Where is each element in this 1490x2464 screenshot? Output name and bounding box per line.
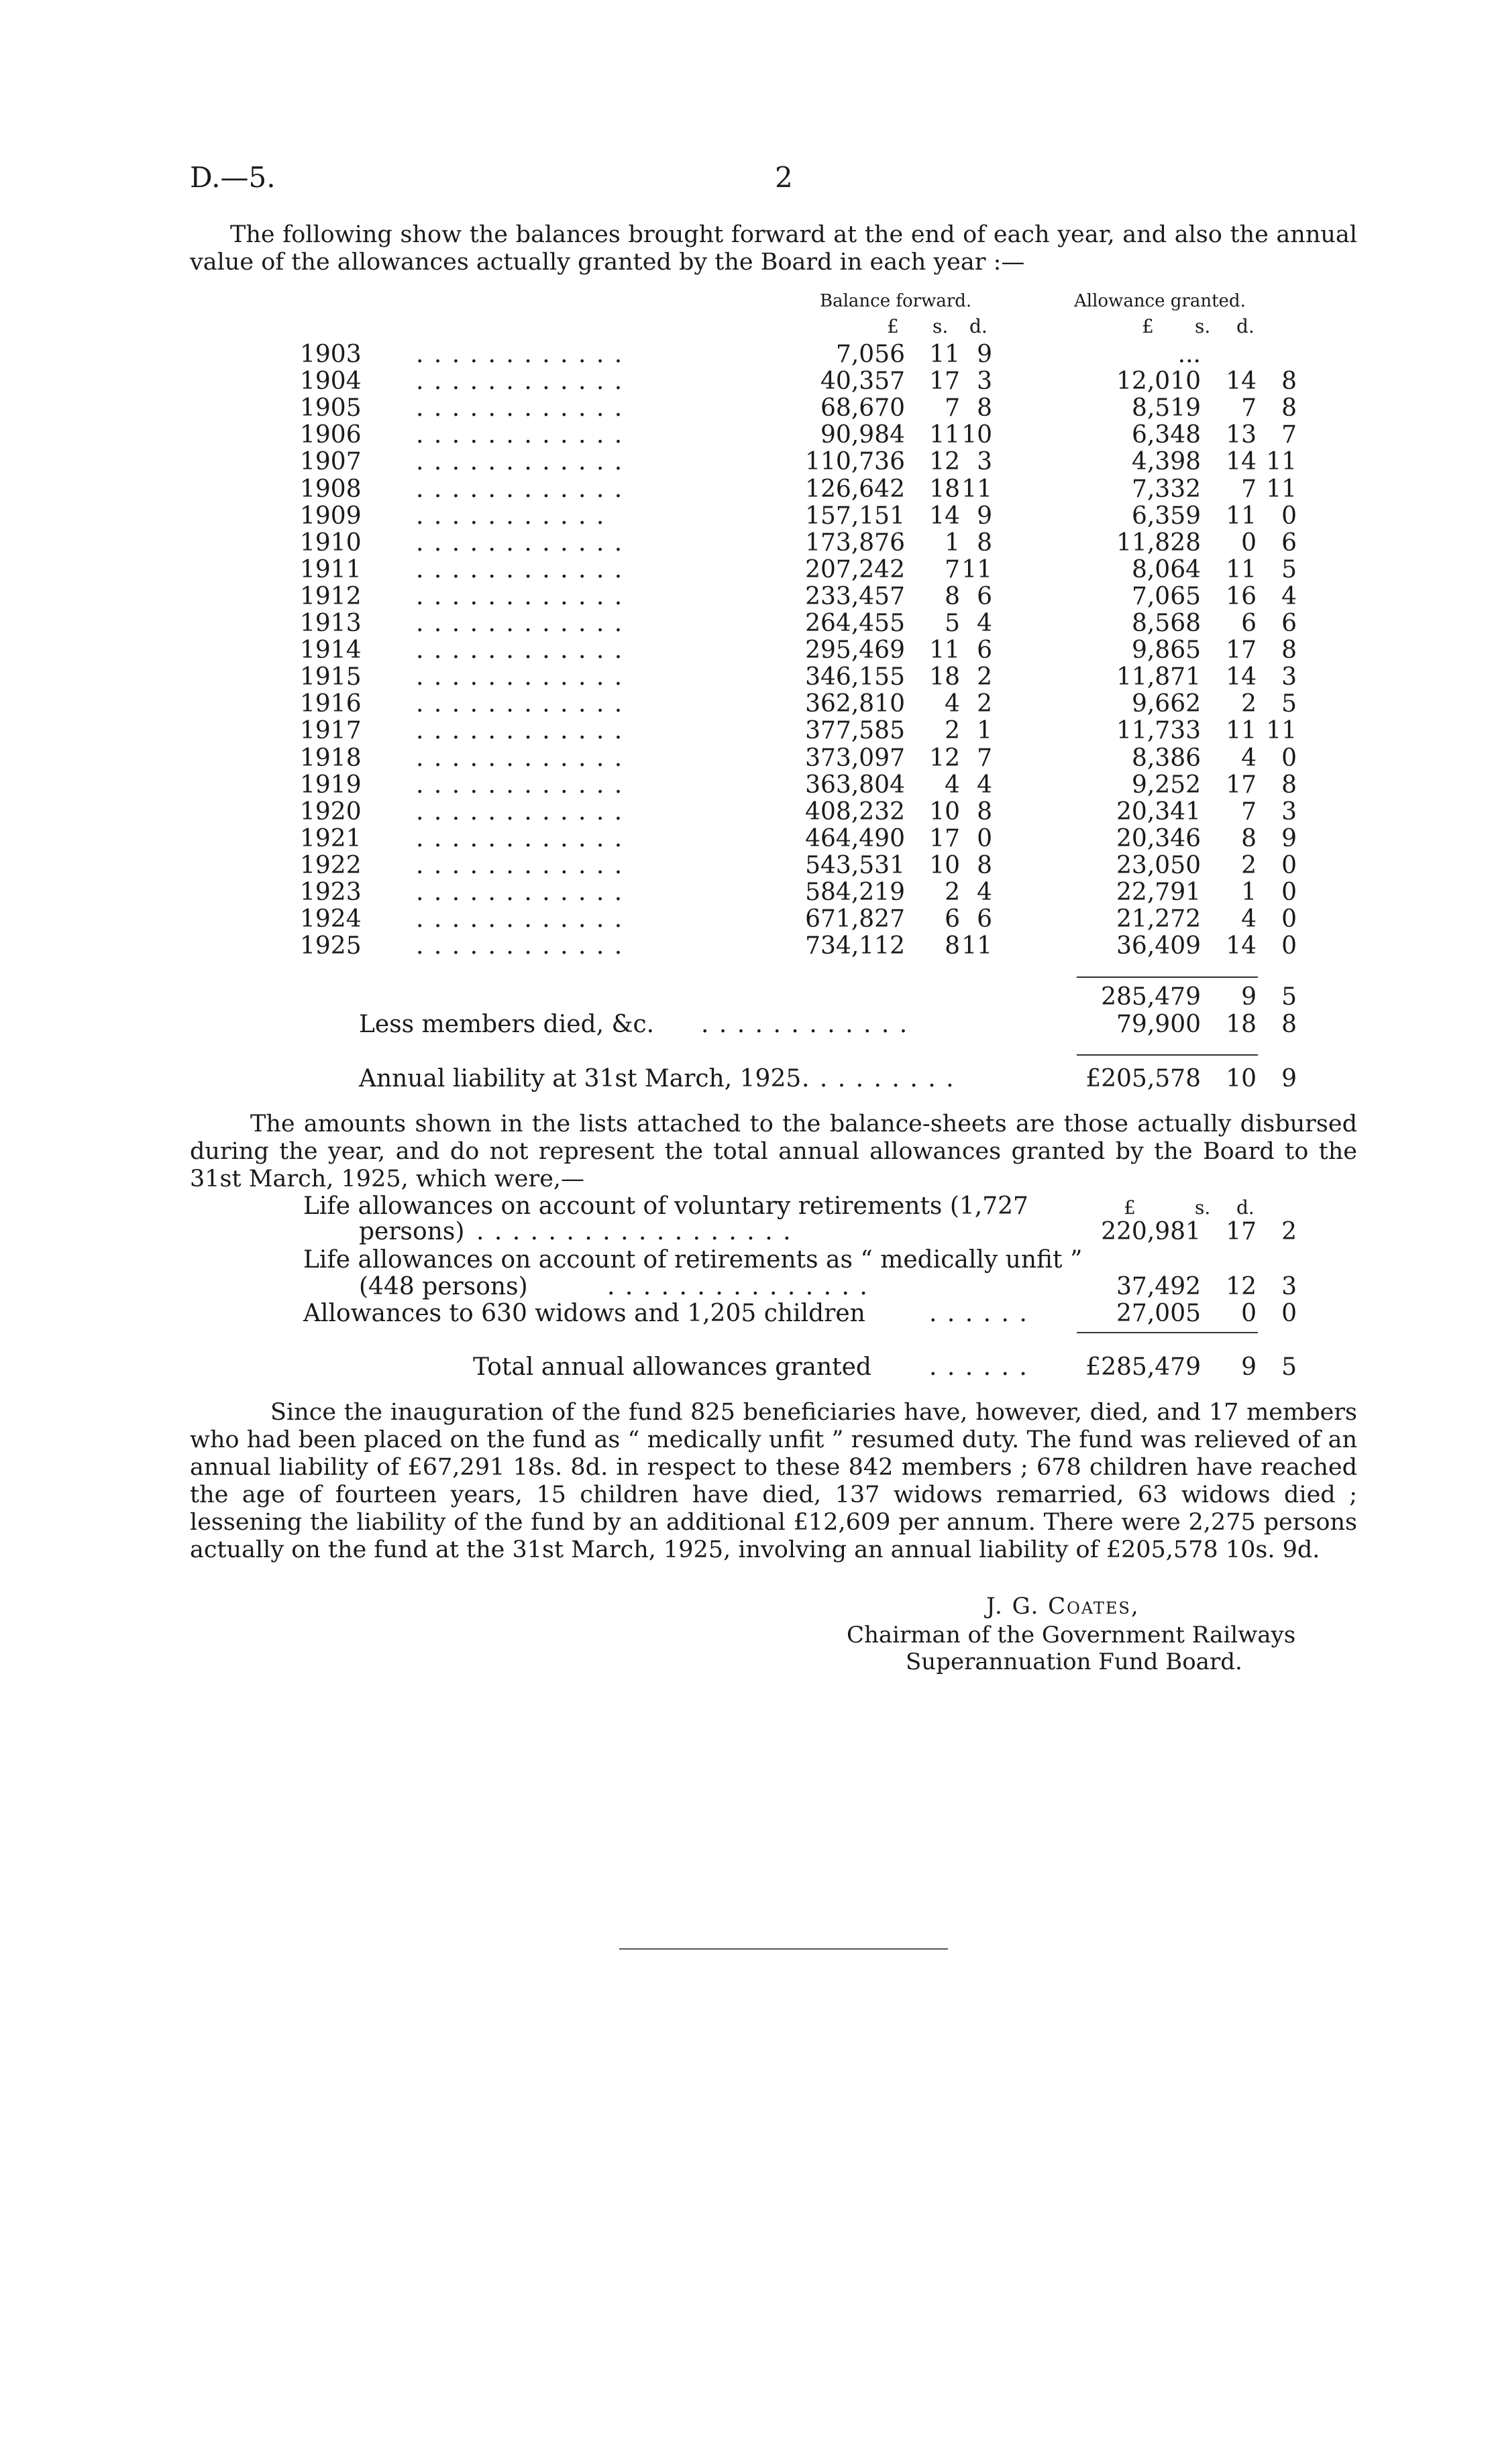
- cell-as: 4: [1241, 905, 1257, 933]
- cell-bp: 264,455: [805, 610, 905, 637]
- cell-ap: 7,065: [1131, 583, 1201, 610]
- cell-bs: 7: [945, 394, 960, 422]
- cell-year: 1918: [300, 744, 362, 772]
- cell-dots: . . . . . . . . . . . .: [416, 744, 624, 772]
- disbursed-paragraph: The amounts shown in the lists attached to the balance-sheets are those actually disbursed during the year, and do not represent the total annual allowances granted by the Board to the 31st March, 1925, which were,—: [190, 1111, 1357, 1192]
- cell-ap: 21,272: [1116, 905, 1201, 933]
- cell-dots: . . . . . . . . . . . .: [416, 529, 624, 557]
- cell-ap: 8,064: [1131, 556, 1201, 583]
- widows-children-dots: . . . . . .: [929, 1300, 1028, 1327]
- intro-paragraph: The following show the balances brought forward at the end of each year, and also the annual value of the allowances actually granted by the Board in each year :—: [190, 221, 1357, 276]
- cell-bs: 7: [945, 556, 960, 583]
- table-row: [0, 744, 1490, 771]
- cell-as: 14: [1226, 932, 1257, 960]
- cell-bs: 5: [945, 610, 960, 637]
- voluntary-retirements-dots: . . . . . . . . . . . . . . . . . .: [476, 1218, 792, 1245]
- cell-as: 13: [1226, 421, 1257, 449]
- cell-bd: 8: [977, 852, 992, 879]
- cell-dots: . . . . . . . . . . . .: [416, 421, 624, 449]
- cell-bs: 18: [929, 663, 960, 691]
- cell-bp: 233,457: [805, 583, 905, 610]
- cell-bd: 2: [977, 663, 992, 691]
- cell-year: 1912: [300, 583, 362, 610]
- cell-bd: 4: [977, 771, 992, 799]
- less-members-label: Less members died, &c.: [359, 1011, 655, 1038]
- cell-bs: 4: [945, 771, 960, 799]
- cell-as: 0: [1241, 529, 1257, 557]
- total-allowances-row: [0, 1353, 1490, 1380]
- cell-ad: 0: [1281, 932, 1297, 960]
- cell-dots: . . . . . . . . . . . .: [416, 394, 624, 422]
- table-row: [0, 879, 1490, 905]
- alloc-unit-pounds: £: [1124, 1196, 1136, 1219]
- total-allowances-pounds: £285,479: [1085, 1353, 1201, 1381]
- cell-ap: 9,662: [1131, 690, 1201, 718]
- table-row: [0, 583, 1490, 610]
- cell-bd: 6: [977, 583, 992, 610]
- cell-ad: 4: [1281, 583, 1297, 610]
- cell-ad: 11: [1266, 448, 1297, 475]
- annual-shillings: 10: [1226, 1065, 1257, 1093]
- cell-bd: 6: [977, 905, 992, 933]
- total-allowances-shillings: 9: [1241, 1353, 1257, 1381]
- cell-dots: . . . . . . . . . . . .: [416, 771, 624, 799]
- total-allowances-label: Total annual allowances granted: [473, 1353, 871, 1381]
- voluntary-pounds: 220,981: [1101, 1218, 1201, 1245]
- cell-year: 1925: [300, 932, 362, 960]
- table-row: [0, 798, 1490, 825]
- table-row: [0, 556, 1490, 583]
- voluntary-shillings: 17: [1226, 1218, 1257, 1245]
- cell-ad: 6: [1281, 529, 1297, 557]
- cell-as: 17: [1226, 636, 1257, 664]
- cell-bs: 17: [929, 825, 960, 852]
- table-row: [0, 717, 1490, 744]
- cell-dots: . . . . . . . . . . .: [416, 502, 606, 530]
- cell-as: 7: [1241, 394, 1257, 422]
- cell-ad: 0: [1281, 905, 1297, 933]
- cell-ad: 5: [1281, 556, 1297, 583]
- unit-pence-balance: d.: [969, 315, 988, 337]
- cell-bs: 10: [929, 798, 960, 826]
- table-row: [0, 825, 1490, 852]
- cell-bd: 6: [977, 636, 992, 664]
- cell-ad: 8: [1281, 368, 1297, 395]
- table-row: [0, 852, 1490, 879]
- annual-liability-dots: . . . . . . . . .: [802, 1065, 955, 1093]
- cell-bp: 346,155: [805, 663, 905, 691]
- cell-bs: 2: [945, 717, 960, 744]
- cell-bp: 584,219: [805, 879, 905, 906]
- cell-as: 2: [1241, 690, 1257, 718]
- medically-unfit-dots: . . . . . . . . . . . . . . .: [607, 1273, 869, 1300]
- table-row: [0, 529, 1490, 556]
- table-row: [0, 932, 1490, 959]
- cell-bs: 6: [945, 905, 960, 933]
- end-rule: [619, 1948, 948, 1950]
- cell-as: 1: [1241, 879, 1257, 906]
- cell-bd: 4: [977, 610, 992, 637]
- annual-pounds: £205,578: [1085, 1065, 1201, 1093]
- cell-bp: 157,151: [805, 502, 905, 530]
- medically-unfit-row: [0, 1273, 1490, 1300]
- cell-year: 1919: [300, 771, 362, 799]
- cell-ap: 22,791: [1116, 879, 1201, 906]
- total-allowances-pence: 5: [1281, 1353, 1297, 1381]
- cell-year: 1914: [300, 636, 362, 664]
- table-row: [0, 690, 1490, 717]
- cell-ad: 9: [1281, 825, 1297, 852]
- cell-bs: 2: [945, 879, 960, 906]
- widows-children-pence: 0: [1281, 1300, 1297, 1327]
- voluntary-pence: 2: [1281, 1218, 1297, 1245]
- col-header-allowance: Allowance granted.: [1074, 291, 1246, 311]
- cell-ap: 23,050: [1116, 852, 1201, 879]
- cell-bp: 377,585: [805, 717, 905, 744]
- cell-year: 1923: [300, 879, 362, 906]
- cell-as: 2: [1241, 852, 1257, 879]
- cell-year: 1904: [300, 368, 362, 395]
- cell-bd: 2: [977, 690, 992, 718]
- widows-children-row: [0, 1300, 1490, 1327]
- table-row: [0, 421, 1490, 448]
- cell-year: 1917: [300, 717, 362, 744]
- cell-year: 1920: [300, 798, 362, 826]
- cell-ap: 4,398: [1131, 448, 1201, 475]
- cell-year: 1922: [300, 852, 362, 879]
- widows-children-label: Allowances to 630 widows and 1,205 children: [303, 1300, 865, 1327]
- table-row: [0, 368, 1490, 394]
- cell-dots: . . . . . . . . . . . .: [416, 905, 624, 933]
- cell-dots: . . . . . . . . . . . .: [416, 852, 624, 879]
- medically-unfit-persons: (448 persons): [359, 1273, 528, 1300]
- cell-as: 7: [1241, 475, 1257, 503]
- cell-as: 14: [1226, 368, 1257, 395]
- table-row: [0, 341, 1490, 368]
- cell-bp: 671,827: [805, 905, 905, 933]
- cell-ad: 0: [1281, 502, 1297, 530]
- voluntary-retirements-row: [0, 1218, 1490, 1245]
- cell-year: 1921: [300, 825, 362, 852]
- cell-year: 1906: [300, 421, 362, 449]
- cell-ap: 11,871: [1116, 663, 1201, 691]
- annual-pence: 9: [1281, 1065, 1297, 1093]
- cell-bs: 11: [929, 421, 960, 449]
- cell-ad: 0: [1281, 879, 1297, 906]
- cell-as: 16: [1226, 583, 1257, 610]
- annual-rule: [1077, 1054, 1258, 1056]
- cell-bp: 734,112: [805, 932, 905, 960]
- cell-dots: . . . . . . . . . . . .: [416, 825, 624, 852]
- cell-as: 17: [1226, 771, 1257, 799]
- cell-dots: . . . . . . . . . . . .: [416, 556, 624, 583]
- less-members-dots: . . . . . . . . . . . .: [701, 1011, 909, 1038]
- cell-ap: 11,828: [1116, 529, 1201, 557]
- cell-bd: 11: [961, 556, 992, 583]
- cell-bd: 3: [977, 448, 992, 475]
- cell-ap: 36,409: [1116, 932, 1201, 960]
- cell-dots: . . . . . . . . . . . .: [416, 879, 624, 906]
- cell-bs: 10: [929, 852, 960, 879]
- cell-ap: 8,568: [1131, 610, 1201, 637]
- cell-ad: 7: [1281, 421, 1297, 449]
- table-row: [0, 610, 1490, 636]
- cell-ap: 9,865: [1131, 636, 1201, 664]
- unit-shillings-balance: s.: [933, 315, 949, 337]
- cell-bs: 4: [945, 690, 960, 718]
- cell-bp: 126,642: [805, 475, 905, 503]
- cell-bd: 8: [977, 529, 992, 557]
- cell-bs: 8: [945, 583, 960, 610]
- cell-dots: . . . . . . . . . . . .: [416, 636, 624, 664]
- cell-ap: 20,346: [1116, 825, 1201, 852]
- cell-bs: 12: [929, 448, 960, 475]
- cell-bd: 10: [961, 421, 992, 449]
- cell-dots: . . . . . . . . . . . .: [416, 690, 624, 718]
- signatory-name: J. G. Coates,: [986, 1593, 1140, 1620]
- table-row: [0, 448, 1490, 475]
- cell-as: 6: [1241, 610, 1257, 637]
- table-row: [0, 771, 1490, 798]
- cell-ap: 9,252: [1131, 771, 1201, 799]
- cell-bs: 12: [929, 744, 960, 772]
- cell-bd: 8: [977, 394, 992, 422]
- cell-bs: 14: [929, 502, 960, 530]
- cell-bp: 173,876: [805, 529, 905, 557]
- cell-bs: 11: [929, 341, 960, 368]
- cell-bs: 18: [929, 475, 960, 503]
- cell-as: 4: [1241, 744, 1257, 772]
- table-row: [0, 502, 1490, 529]
- total-rule: [1077, 976, 1258, 978]
- cell-ad: 0: [1281, 852, 1297, 879]
- cell-bp: 295,469: [805, 636, 905, 664]
- cell-year: 1911: [300, 556, 362, 583]
- cell-bd: 8: [977, 798, 992, 826]
- cell-bs: 8: [945, 932, 960, 960]
- widows-children-shillings: 0: [1241, 1300, 1257, 1327]
- cell-year: 1913: [300, 610, 362, 637]
- cell-year: 1924: [300, 905, 362, 933]
- cell-bd: 9: [977, 341, 992, 368]
- table-row: [0, 475, 1490, 502]
- cell-ap: 6,359: [1131, 502, 1201, 530]
- voluntary-retirements-label: Life allowances on account of voluntary retirements (1,727: [303, 1192, 1028, 1220]
- cell-bp: 464,490: [805, 825, 905, 852]
- cell-dots: . . . . . . . . . . . .: [416, 583, 624, 610]
- cell-dots: . . . . . . . . . . . .: [416, 448, 624, 475]
- cell-as: 8: [1241, 825, 1257, 852]
- cell-ad: 8: [1281, 636, 1297, 664]
- cell-ad: 5: [1281, 690, 1297, 718]
- cell-ad: 3: [1281, 663, 1297, 691]
- medically-unfit-pounds: 37,492: [1116, 1273, 1201, 1300]
- cell-ad: 6: [1281, 610, 1297, 637]
- cell-bd: 11: [961, 932, 992, 960]
- signatory-title-line1: Chairman of the Government Railways: [847, 1622, 1296, 1648]
- cell-bs: 17: [929, 368, 960, 395]
- less-shillings: 18: [1226, 1011, 1257, 1038]
- table-row: [0, 663, 1490, 690]
- total-pounds: 285,479: [1101, 983, 1201, 1011]
- less-pounds: 79,900: [1116, 1011, 1201, 1038]
- cell-ap: 8,386: [1131, 744, 1201, 772]
- cell-year: 1909: [300, 502, 362, 530]
- cell-bs: 11: [929, 636, 960, 664]
- cell-ap: 6,348: [1131, 421, 1201, 449]
- total-pence: 5: [1281, 983, 1297, 1011]
- less-members-row: [0, 1011, 1490, 1038]
- medically-unfit-label: Life allowances on account of retirements as “ medically unfit ”: [303, 1246, 1083, 1274]
- cell-ad: 0: [1281, 744, 1297, 772]
- cell-dots: . . . . . . . . . . . .: [416, 610, 624, 637]
- cell-as: 7: [1241, 798, 1257, 826]
- cell-bd: 4: [977, 879, 992, 906]
- annual-liability-label: Annual liability at 31st March, 1925: [359, 1065, 802, 1093]
- cell-dots: . . . . . . . . . . . .: [416, 717, 624, 744]
- alloc-unit-shillings: s.: [1195, 1196, 1211, 1219]
- cell-ap: ...: [1177, 341, 1201, 368]
- cell-bs: 1: [945, 529, 960, 557]
- cell-bp: 362,810: [805, 690, 905, 718]
- total-allowances-dots: . . . . . .: [929, 1353, 1028, 1381]
- medically-unfit-pence: 3: [1281, 1273, 1297, 1300]
- cell-as: 14: [1226, 663, 1257, 691]
- unit-pounds-balance: £: [887, 315, 899, 337]
- cell-dots: . . . . . . . . . . . .: [416, 341, 624, 368]
- cell-ad: 3: [1281, 798, 1297, 826]
- cell-year: 1905: [300, 394, 362, 422]
- cell-ad: 11: [1266, 717, 1297, 744]
- unit-shillings-allowance: s.: [1195, 315, 1211, 337]
- cell-bp: 408,232: [805, 798, 905, 826]
- cell-ap: 8,519: [1131, 394, 1201, 422]
- cell-ap: 11,733: [1116, 717, 1201, 744]
- cell-ad: 11: [1266, 475, 1297, 503]
- cell-dots: . . . . . . . . . . . .: [416, 798, 624, 826]
- cell-bp: 7,056: [835, 341, 905, 368]
- cell-bd: 0: [977, 825, 992, 852]
- col-header-balance: Balance forward.: [820, 291, 972, 311]
- cell-dots: . . . . . . . . . . . .: [416, 475, 624, 503]
- cell-bd: 11: [961, 475, 992, 503]
- medically-unfit-shillings: 12: [1226, 1273, 1257, 1300]
- cell-bp: 363,804: [805, 771, 905, 799]
- table-total-row: [0, 983, 1490, 1010]
- total-shillings: 9: [1241, 983, 1257, 1011]
- signatory-title-line2: Superannuation Fund Board.: [906, 1648, 1242, 1675]
- cell-as: 14: [1226, 448, 1257, 475]
- cell-bp: 68,670: [820, 394, 905, 422]
- cell-ap: 7,332: [1131, 475, 1201, 503]
- cell-as: 11: [1226, 502, 1257, 530]
- table-row: [0, 905, 1490, 932]
- table-row: [0, 636, 1490, 663]
- cell-year: 1916: [300, 690, 362, 718]
- cell-bd: 3: [977, 368, 992, 395]
- cell-ap: 12,010: [1116, 368, 1201, 395]
- cell-dots: . . . . . . . . . . . .: [416, 932, 624, 960]
- cell-bp: 110,736: [805, 448, 905, 475]
- page-number: 2: [775, 161, 793, 194]
- cell-bp: 90,984: [820, 421, 905, 449]
- cell-bp: 40,357: [820, 368, 905, 395]
- cell-bd: 1: [977, 717, 992, 744]
- cell-dots: . . . . . . . . . . . .: [416, 663, 624, 691]
- unit-pounds-allowance: £: [1142, 315, 1154, 337]
- cell-year: 1908: [300, 475, 362, 503]
- cell-year: 1903: [300, 341, 362, 368]
- widows-children-pounds: 27,005: [1116, 1300, 1201, 1327]
- cell-year: 1915: [300, 663, 362, 691]
- unit-pence-allowance: d.: [1236, 315, 1255, 337]
- cell-bp: 373,097: [805, 744, 905, 772]
- inauguration-paragraph: Since the inauguration of the fund 825 beneficiaries have, however, died, and 17 members who had been placed on the fund as “ medically unfit ” resumed duty. The fund was relieved of an annual liability of £67,291 18s. 8d. in respect to these 842 members ; 678 children have reached the age of fourteen years, 15 children have died, 137 widows remarried, 63 widows died ; lessening the liability of the fund by an additional £12,609 per annum. There were 2,275 persons actually on the fund at the 31st March, 1925, involving an annual liability of £205,578 10s. 9d.: [190, 1399, 1357, 1563]
- cell-as: 11: [1226, 717, 1257, 744]
- cell-year: 1907: [300, 448, 362, 475]
- table-row: [0, 394, 1490, 421]
- cell-bp: 543,531: [805, 852, 905, 879]
- cell-bd: 9: [977, 502, 992, 530]
- cell-ad: 8: [1281, 394, 1297, 422]
- voluntary-retirements-persons: persons): [359, 1218, 465, 1245]
- cell-bp: 207,242: [805, 556, 905, 583]
- document-reference: D.—5.: [190, 161, 276, 194]
- cell-ap: 20,341: [1116, 798, 1201, 826]
- cell-dots: . . . . . . . . . . . .: [416, 368, 624, 395]
- annual-liability-row: [0, 1065, 1490, 1092]
- less-pence: 8: [1281, 1011, 1297, 1038]
- cell-as: 11: [1226, 556, 1257, 583]
- cell-bd: 7: [977, 744, 992, 772]
- alloc-unit-pence: d.: [1236, 1196, 1255, 1219]
- alloc-total-rule: [1077, 1332, 1258, 1333]
- cell-year: 1910: [300, 529, 362, 557]
- cell-ad: 8: [1281, 771, 1297, 799]
